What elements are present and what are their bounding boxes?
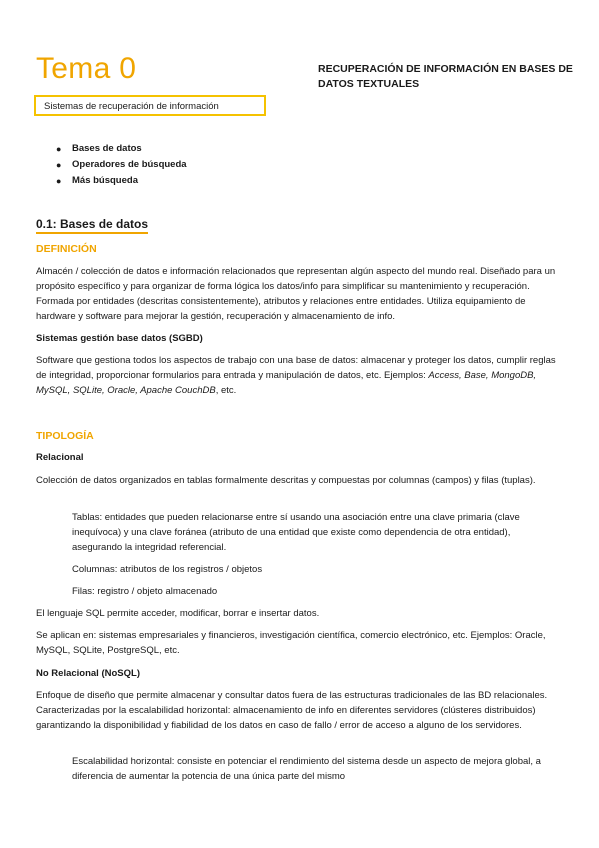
toc-item: ● Más búsqueda (56, 173, 187, 189)
tema-title: Tema 0 (36, 52, 137, 85)
filas-paragraph: Filas: registro / objeto almacenado (72, 586, 218, 597)
bullet-icon: ● (56, 176, 62, 186)
bullet-icon: ● (56, 160, 62, 170)
tipologia-heading: TIPOLOGÍA (36, 430, 94, 442)
course-title: RECUPERACIÓN DE INFORMACIÓN EN BASES DE DATOS TEXTUALES (318, 63, 573, 90)
subject-box (34, 95, 266, 116)
relacional-paragraph: Colección de datos organizados en tablas formalmente descritas y compuestas por columnas (campos) y filas (tuplas). (36, 475, 536, 486)
sgbd-heading: Sistemas gestión base datos (SGBD) (36, 333, 203, 344)
relacional-heading: Relacional (36, 452, 84, 463)
bullet-icon: ● (56, 144, 62, 154)
nosql-paragraph: Enfoque de diseño que permite almacenar y consultar datos fuera de las estructuras tradicionales de las BD relacionales. Caracterizadas por la escalabilidad horizontal: almacenamiento de info en diferentes servidores (clústeres distribuidos) garantizando la disponibilidad y fiabilidad de los datos en caso de fallo / error de acceso a alguno de los servidores. (36, 690, 548, 731)
sgbd-examples: Access, Base, MongoDB, MySQL, SQLite, Oracle, Apache CouchDB (36, 370, 537, 396)
sql-paragraph: El lenguaje SQL permite acceder, modificar, borrar e insertar datos. (36, 608, 320, 619)
sgbd-paragraph: Software que gestiona todos los aspectos de trabajo con una base de datos: almacenar y proteger los datos, cumplir reglas de integridad, proporcionar formularios para entrada y manipulación de datos, etc. Ejemplos: Access, Base, MongoDB, MySQL, SQLite, Oracle, Apache CouchDB, etc. (36, 355, 556, 396)
section-title: 0.1: Bases de datos (36, 217, 148, 234)
aplican-paragraph: Se aplican en: sistemas empresariales y financieros, investigación científica, comercio electrónico, etc. Ejemplos: Oracle, MySQL, SQLite, PostgreSQL, etc. (36, 630, 546, 656)
toc-item: ● Bases de datos (56, 141, 187, 157)
table-of-contents (56, 141, 187, 189)
definicion-paragraph: Almacén / colección de datos e información relacionados que representan algún aspecto del mundo real. Diseñado para un propósito específico y para organizar de forma lógica los datos/info para simplificar su mantenimiento y recuperación. Formada por entidades (descritas consistentemente), atributos y relaciones entre entidades. Utiliza equipamiento de hardware y software para mejorar la gestión, recuperación y almacenamiento de info. (36, 266, 556, 322)
nosql-heading: No Relacional (NoSQL) (36, 668, 140, 679)
tablas-paragraph: Tablas: entidades que pueden relacionarse entre sí usando una asociación entre una clave primaria (clave inequívoca) y una clave foránea (atributo de una entidad que existe como dependencia de otra entidad), asegurando la integridad referencial. (72, 512, 520, 553)
columnas-paragraph: Columnas: atributos de los registros / objetos (72, 564, 263, 575)
escalabilidad-paragraph: Escalabilidad horizontal: consiste en potenciar el rendimiento del sistema desde un aspecto de mejora global, a diferencia de aumentar la potencia de una única parte del mismo (72, 756, 541, 782)
toc-item: ● Operadores de búsqueda (56, 157, 187, 173)
definicion-heading: DEFINICIÓN (36, 243, 97, 255)
subject-label: Sistemas de recuperación de información (44, 101, 219, 112)
